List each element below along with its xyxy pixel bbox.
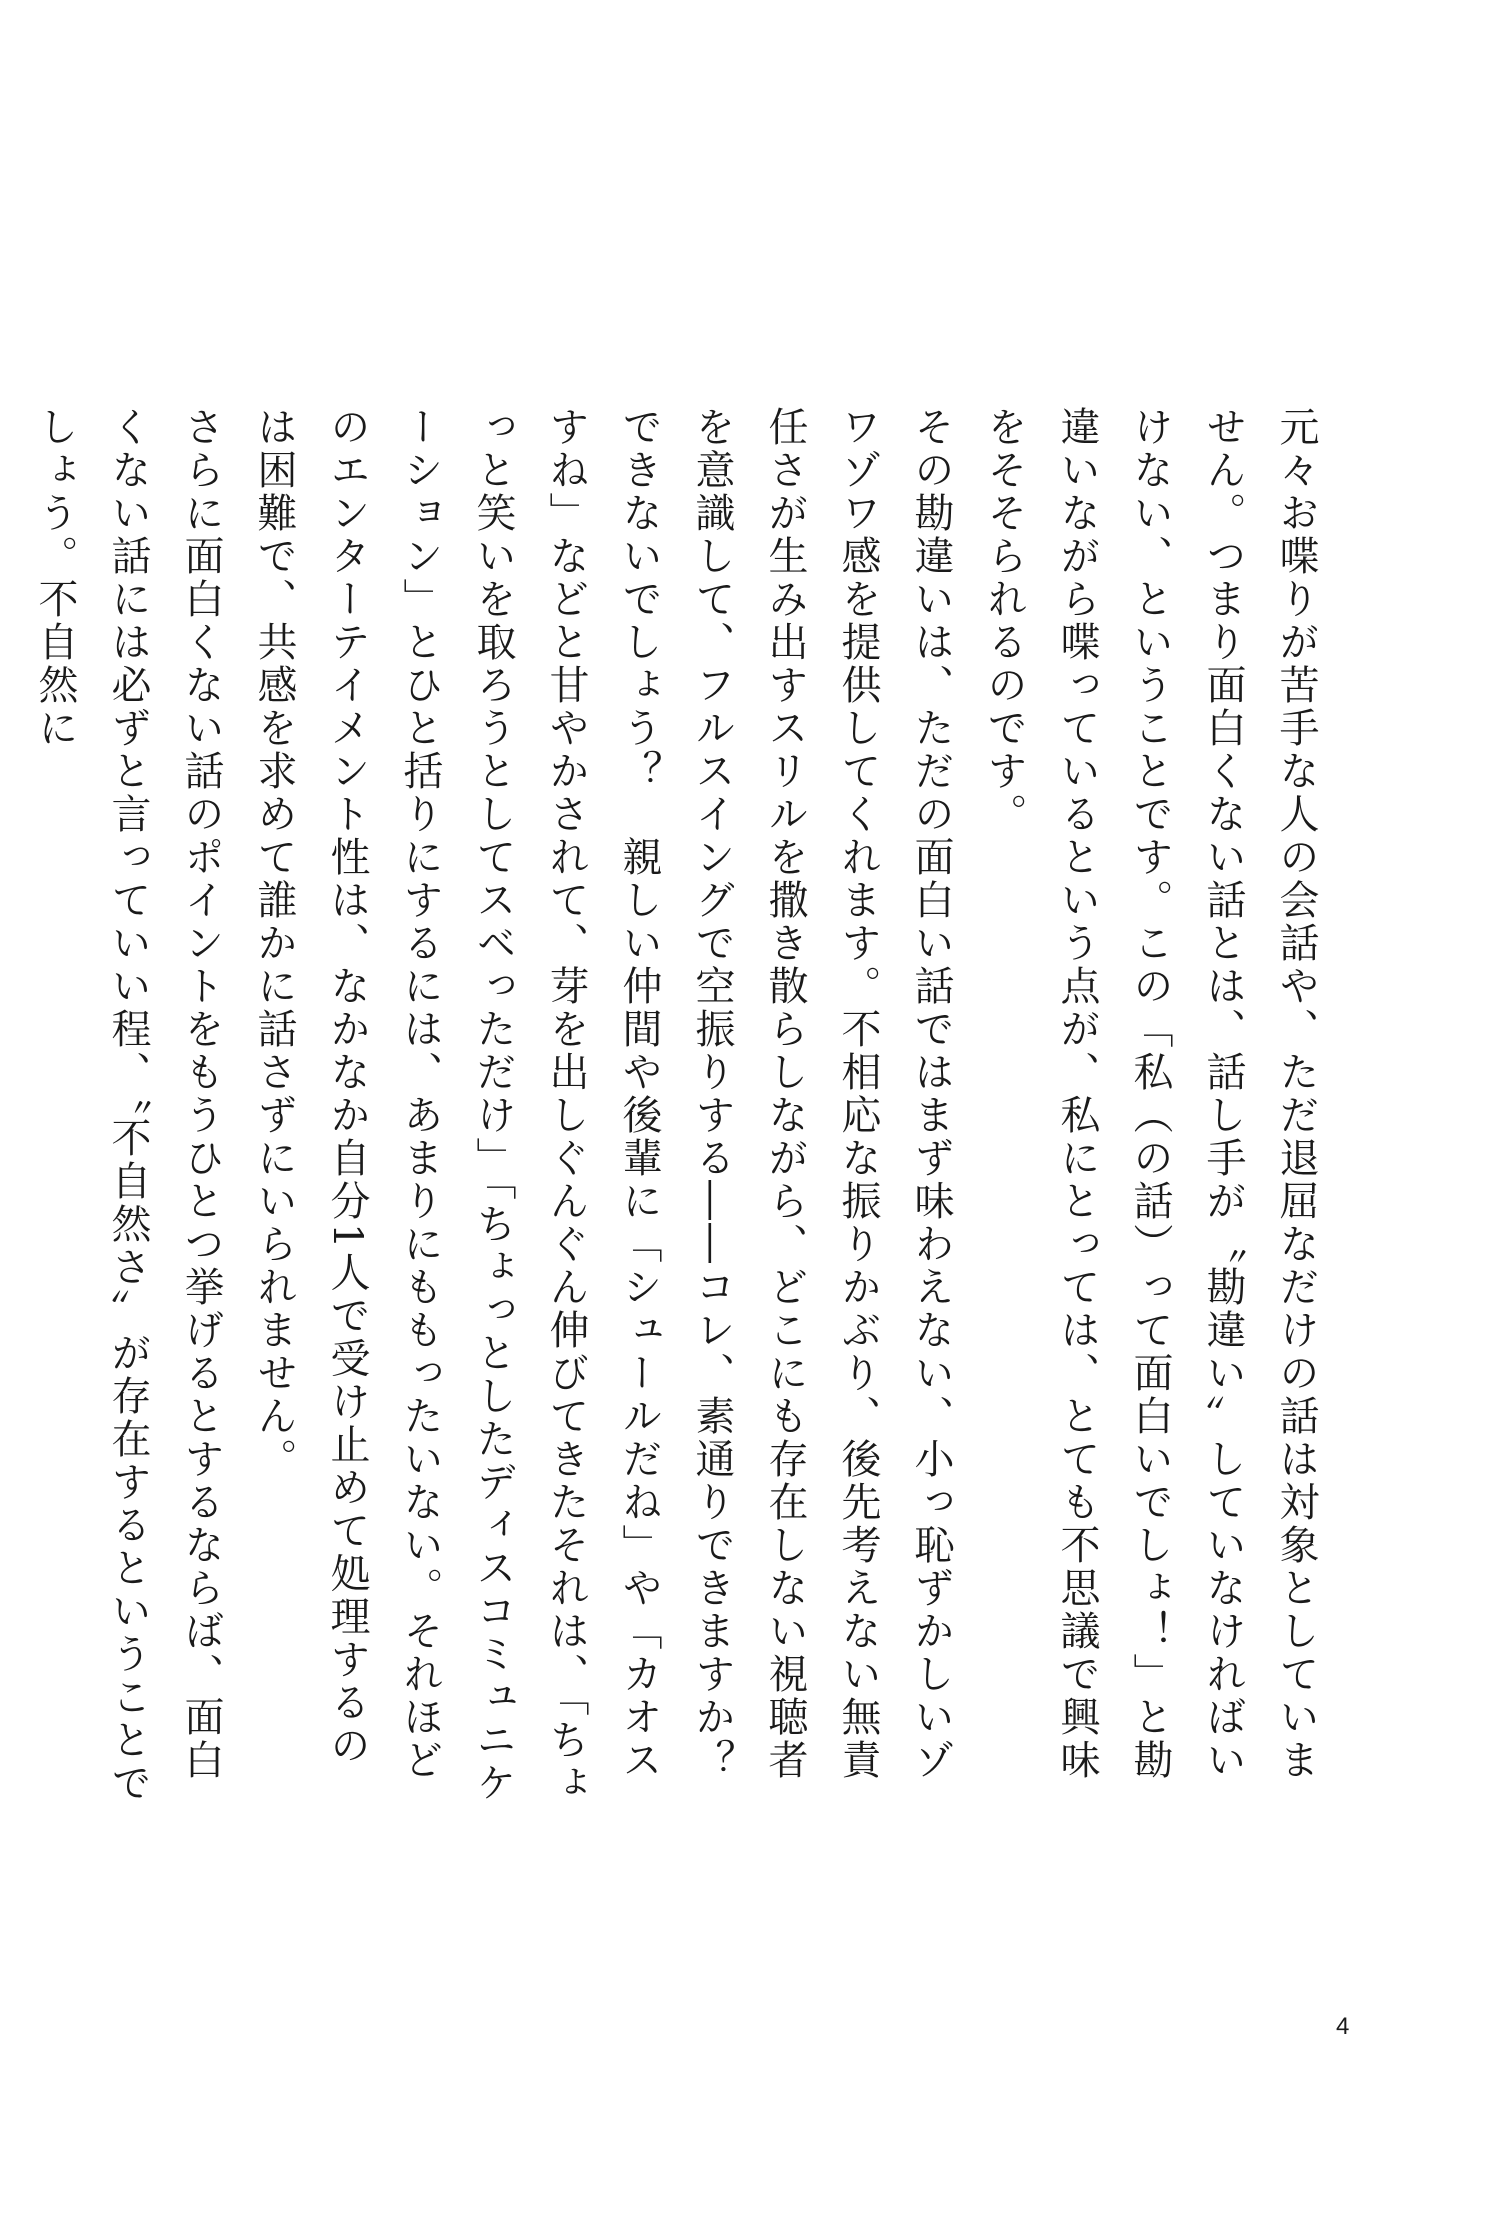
page-number: 4 [1336, 2013, 1350, 2040]
paragraph-3: さらに面白くない話のポイントをもうひとつ挙げるとするならば、面白くない話には必ずと言っていい程、〝不自然さ〟が存在するということでしょう。不自然に [32, 406, 224, 1805]
paragraph-2: その勘違いは、ただの面白い話ではまず味わえない、小っ恥ずかしいゾワゾワ感を提供してくれます。不相応な振りかぶり、後先考えない無責任さが生み出すスリルを撒き散らしながら、どこにも存在しない視聴者を意識して、フルスイングで空振りする――コレ、素通りできますか？ できないでしょう？ 親しい仲間や後輩に「シュールだね」や「カオスすね」などと甘やかされて、芽を出しぐんぐん伸びてきたそれは、「ちょっと笑いを取ろうとしてスベっただけ」「ちょっとしたディスコミュニケーション」とひと括りにするには、あまりにももったいない。それほどのエンターテイメント性は、なかなか自分1人で受け止めて処理するのは困難で、共感を求めて誰かに話さずにいられません。 [251, 406, 954, 1825]
body-text [18, 406, 1332, 1825]
paragraph-1: 元々お喋りが苦手な人の会話や、ただ退屈なだけの話は対象としていません。つまり面白くない話とは、話し手が〝勘違い〟していなければいけない、ということです。この「私（の話）って面白いでしょ！」と勘違いながら喋っているという点が、私にとっては、とても不思議で興味をそそられるのです。 [981, 406, 1319, 1782]
